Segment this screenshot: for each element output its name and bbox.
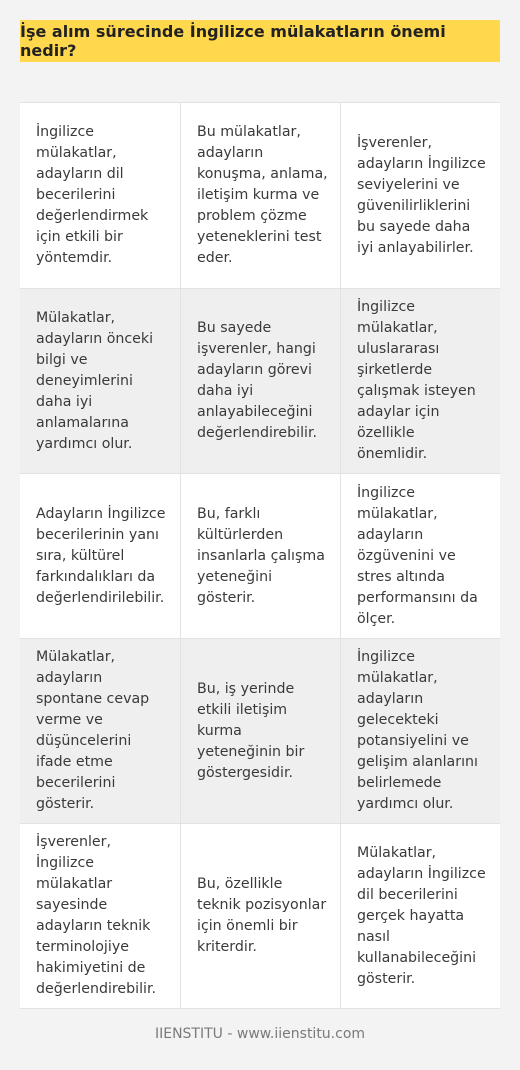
table-cell: İngilizce mülakatlar, uluslararası şirketlerde çalışmak isteyen adaylar için özellikle önemlidir. [340, 289, 500, 473]
table-cell: İngilizce mülakatlar, adayların gelecekteki potansiyelini ve gelişim alanlarını belirlemede yardımcı olur. [340, 639, 500, 823]
table-cell: İşverenler, adayların İngilizce seviyelerini ve güvenilirliklerini bu sayede daha iyi anlayabilirler. [340, 103, 500, 288]
page-title: İşe alım sürecinde İngilizce mülakatların önemi nedir? [20, 20, 500, 62]
info-table [20, 102, 500, 1009]
table-row [20, 103, 500, 289]
table-cell: İşverenler, İngilizce mülakatlar sayesinde adayların teknik terminolojiye hakimiyetini de değerlendirebilir. [36, 834, 157, 997]
table-cell: Bu, iş yerinde etkili iletişim kurma yeteneğinin bir göstergesidir. [180, 639, 340, 823]
table-cell: İngilizce mülakatlar, adayların dil becerilerini değerlendirmek için etkili bir yöntemdir. [36, 124, 149, 266]
table-row [20, 824, 500, 1009]
table-cell: Bu, özellikle teknik pozisyonlar için önemli bir kriterdir. [180, 824, 340, 1008]
table-row [20, 289, 500, 474]
table-cell: Mülakatlar, adayların önceki bilgi ve deneyimlerini daha iyi anlamalarına yardımcı olur. [36, 309, 154, 452]
table-cell: Mülakatlar, adayların spontane cevap verme ve düşüncelerini ifade etme becerilerini gösterir. [36, 649, 150, 812]
table-cell: Adayların İngilizce becerilerinin yanı sıra, kültürel farkındalıkları da değerlendirilebilir. [36, 505, 166, 606]
table-row [20, 474, 500, 639]
table-cell: Bu mülakatlar, adayların konuşma, anlama, iletişim kurma ve problem çözme yeteneklerini test eder. [180, 103, 340, 288]
table-row [20, 639, 500, 824]
table-cell: Bu, farklı kültürlerden insanlarla çalışma yeteneğini gösterir. [180, 474, 340, 638]
table-cell: İngilizce mülakatlar, adayların özgüvenini ve stres altında performansını da ölçer. [340, 474, 500, 638]
table-cell: Bu sayede işverenler, hangi adayların görevi daha iyi anlayabileceğini değerlendirebilir. [180, 289, 340, 473]
table-cell: Mülakatlar, adayların İngilizce dil becerilerini gerçek hayatta nasıl kullanabileceğini gösterir. [340, 824, 500, 1008]
footer-credit: IIENSTITU - www.iienstitu.com [154, 1026, 366, 1042]
